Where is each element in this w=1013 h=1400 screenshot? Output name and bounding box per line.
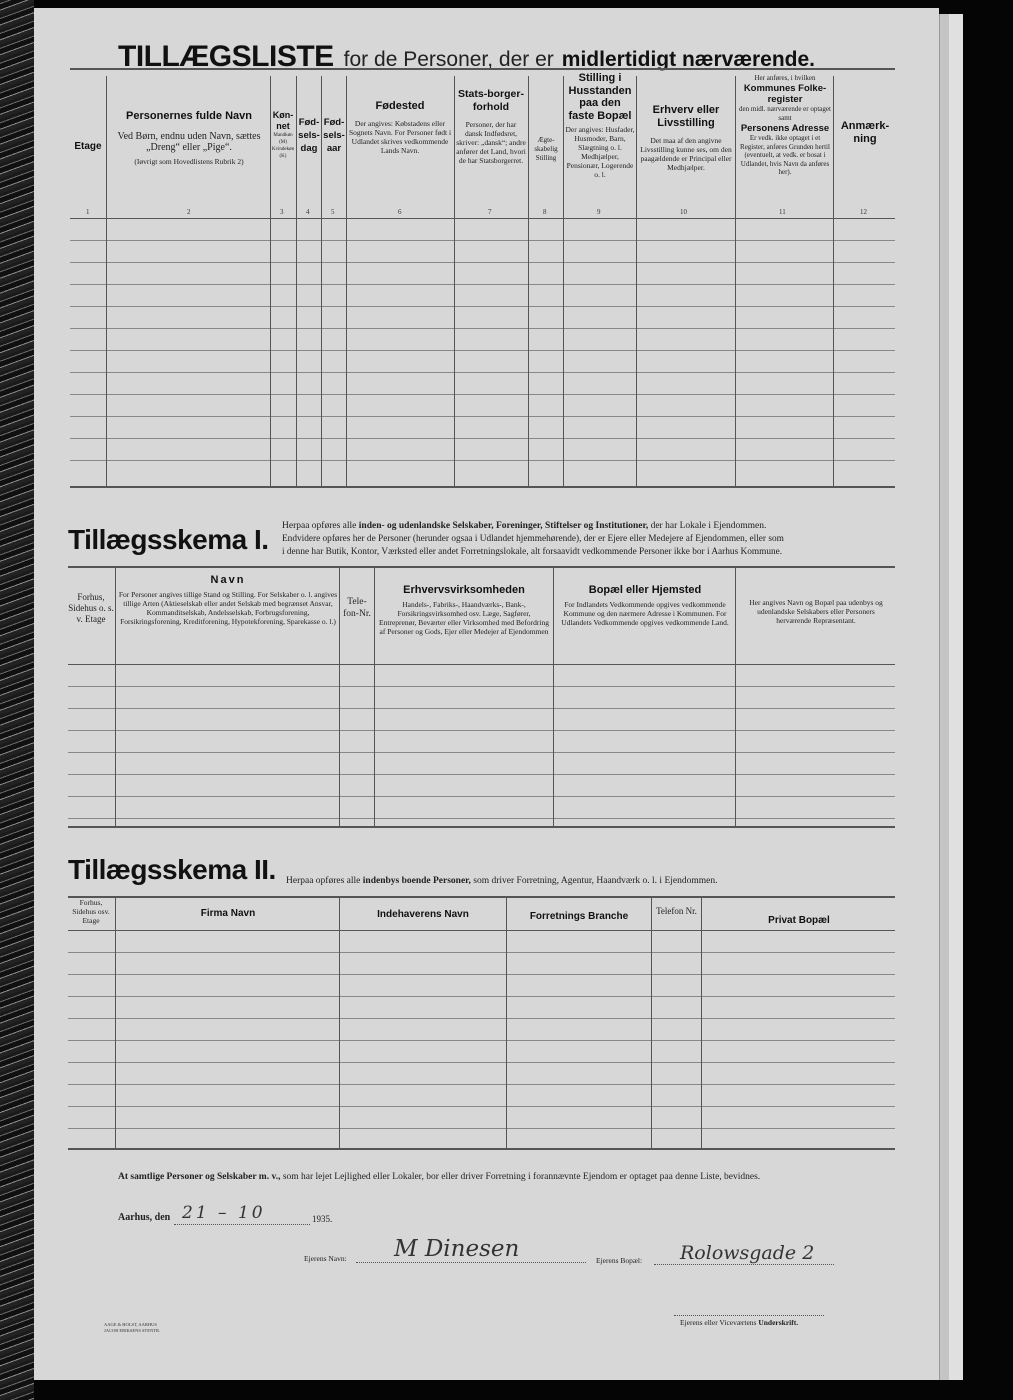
s1-stilling-desc: Der angives: Husfader, Husmoder, Barn, Slægtning o. l. Medhjælper, Pensionær, Logerende o. l. xyxy=(565,125,635,179)
s1-header-fodselsaar: Fød-sels-aar xyxy=(323,117,345,154)
s3-header-bopael: Privat Bopæl xyxy=(768,915,830,926)
s3-intro-c: som driver Forretning, Agentur, Haandværk o. l. i Ejendommen. xyxy=(473,876,718,886)
section2-intro xyxy=(282,520,898,559)
s1-fodested-desc: Der angives: Købstadens eller Sognets Navn. For Personer født i Udlandet skrives vedkommende Lands Navn. xyxy=(348,119,452,155)
col-number: 3 xyxy=(280,208,284,216)
s1-header-fodested xyxy=(348,100,452,155)
s1-header-navn xyxy=(110,110,268,166)
signature-label-b: Underskrift. xyxy=(758,1318,799,1327)
s1-col-line xyxy=(735,76,736,486)
s1-header-stats xyxy=(456,88,526,165)
form-page xyxy=(34,8,939,1380)
s1-erhverv-desc: Det maa af den angivne Livsstilling kunne ses, om den paagældende er Principal eller Medhjælper. xyxy=(640,136,732,172)
s1-fodested-title: Fødested xyxy=(375,100,425,112)
s3-header-firma: Firma Navn xyxy=(200,908,256,919)
s3-col-line xyxy=(339,896,340,1148)
s1-navn-desc: Ved Børn, endnu uden Navn, sættes „Dreng“ eller „Pige“. xyxy=(117,131,261,153)
s1-header-kon xyxy=(271,110,295,160)
col-number: 10 xyxy=(680,208,687,216)
s2-bopael-title: Bopæl eller Hjemsted xyxy=(588,584,702,596)
col-number: 5 xyxy=(331,208,335,216)
section2-title: Tillægsskema I. xyxy=(68,524,269,555)
signature-label xyxy=(680,1318,798,1327)
s2-top-border xyxy=(68,566,895,568)
s1-stats-desc: Personer, der har dansk Indfødsret, skriver: „dansk“; andre anfører det Land, hvori de har Statsborgerret. xyxy=(456,120,526,165)
s3-bottom-border xyxy=(68,1148,895,1150)
s1-col-line xyxy=(833,76,834,486)
table-row-line xyxy=(68,752,895,753)
s1-col-line xyxy=(346,76,347,486)
s1-erhverv-title: Erhverv eller Livsstilling xyxy=(652,104,720,129)
s3-col-line xyxy=(651,896,652,1148)
owner-name-handwritten: M Dinesen xyxy=(394,1236,520,1262)
s3-header-bottom xyxy=(68,930,895,931)
s2-header-etage: Forhus, Sidehus o. s. v. Etage xyxy=(68,592,114,624)
s1-header-erhverv xyxy=(638,104,734,172)
table-row-line xyxy=(70,284,895,285)
title-tillaegsliste: TILLÆGSLISTE xyxy=(118,40,334,73)
table-row-line xyxy=(70,460,895,461)
table-row-line xyxy=(70,328,895,329)
table-row-line xyxy=(68,1018,895,1019)
owner-addr-label: Ejerens Bopæl: xyxy=(596,1256,643,1265)
col-number: 4 xyxy=(306,208,310,216)
s2-header-bopael xyxy=(557,584,733,627)
table-row-line xyxy=(70,416,895,417)
s1-stats-title: Stats-borger-forhold xyxy=(458,88,524,113)
s3-col-line xyxy=(115,896,116,1148)
col-number: 1 xyxy=(86,208,90,216)
signature-label-a: Ejerens eller Viceværtens xyxy=(680,1318,757,1327)
page-edge-outer xyxy=(949,14,963,1380)
attest-b: som har lejet Lejlighed eller Lokaler, bor eller driver Forretning i forannævnte Ejendom er optaget paa denne Liste, bevidnes. xyxy=(282,1172,761,1182)
owner-name-label: Ejerens Navn: xyxy=(304,1254,347,1263)
s2-intro-2: Endvidere opføres her de Personer (herunder ogsaa i Udlandet hjemmehørende), der er Ejere eller Medejere af Ejendommen, eller som xyxy=(282,534,784,544)
s2-header-telefon: Tele-fon-Nr. xyxy=(343,597,371,619)
table-row-line xyxy=(68,708,895,709)
table-row-line xyxy=(70,240,895,241)
s1-adresse-pre: Her anføres, i hvilken xyxy=(754,74,816,82)
s1-top-border xyxy=(70,68,895,70)
s2-col-line xyxy=(735,566,736,826)
s1-header-bottom xyxy=(70,218,895,219)
table-row-line xyxy=(70,262,895,263)
col-number: 8 xyxy=(543,208,547,216)
s2-intro-3: i denne har Butik, Kontor, Værksted eller andet Forretningslokale, alt forsaavidt vedkommende Personer ikke bor i Aarhus Kommune. xyxy=(282,547,783,557)
s1-header-fodselsdag: Fød-sels-dag xyxy=(298,117,320,154)
s3-header-indehaver: Indehaverens Navn xyxy=(377,909,469,920)
s1-adresse-title: Kommunes Folke-register xyxy=(743,83,827,105)
date-dotline xyxy=(174,1224,310,1225)
s1-adresse-desc: Er vedk. ikke optaget i et Register, anføres Grunden hertil (eventuelt, at vedk. er bosat i Udlandet, hvis Navn da anføres her). xyxy=(740,134,830,176)
s3-col-line xyxy=(701,896,702,1148)
s2-navn-desc: For Personer angives tillige Stand og Stilling. For Selskaber o. l. angives tillige Arten (Aktieselskab eller andet Selskab med begrænset Ansvar, Kommanditselskab, Andelsselskab, Forbrugsforening, Forsikringsforening, Kreditforening, Hypotekforening, Sparekasse o. l.) xyxy=(118,590,338,626)
s1-header-aegte: Ægte-skabelig Stilling xyxy=(534,136,558,162)
table-row-line xyxy=(68,1106,895,1107)
signature-dotline xyxy=(674,1315,824,1316)
s2-intro-1c: der har Lokale i Ejendommen. xyxy=(650,521,767,531)
s2-erhverv-title: Erhvervsvirksomheden xyxy=(403,584,525,596)
s2-bottom-border xyxy=(68,826,895,828)
s3-header-branche: Forretnings Branche xyxy=(529,911,629,922)
s1-adresse-title2: Personens Adresse xyxy=(740,123,830,134)
table-row-line xyxy=(68,686,895,687)
s2-header-navn xyxy=(118,574,338,626)
s1-header-adresse xyxy=(737,74,833,177)
place-label: Aarhus, den xyxy=(118,1212,171,1223)
table-row-line xyxy=(68,730,895,731)
s2-intro-1a: Herpaa opføres alle xyxy=(282,521,357,531)
s3-header-etage: Forhus, Sidehus osv. Etage xyxy=(72,898,110,925)
table-row-line xyxy=(68,974,895,975)
s1-col-line xyxy=(563,76,564,486)
s2-header-erhverv xyxy=(378,584,550,636)
col-number: 12 xyxy=(860,208,867,216)
table-row-line xyxy=(68,774,895,775)
place-date-line xyxy=(118,1212,170,1223)
s1-header-stilling xyxy=(565,72,635,179)
table-row-line xyxy=(70,394,895,395)
s1-header-anm: Anmærk-ning xyxy=(840,120,890,145)
s1-col-line xyxy=(636,76,637,486)
s3-header-telefon: Telefon Nr. xyxy=(656,906,697,916)
s2-col-line xyxy=(339,566,340,826)
s2-header-repr: Her angives Navn og Bopæl paa udenbys og udenlandske Selskabers eller Personers herværende Repræsentant. xyxy=(749,598,883,625)
s1-navn-note: (Iøvrigt som Hovedlistens Rubrik 2) xyxy=(134,157,244,166)
title-rest-1: for de Personer, der er xyxy=(343,48,554,71)
col-number: 9 xyxy=(597,208,601,216)
attest-a: At samtlige Personer og Selskaber m. v., xyxy=(118,1172,281,1182)
table-row-line xyxy=(68,1040,895,1041)
s1-kon-desc: Mandkøn (M) Kvindekøn (K) xyxy=(271,133,295,159)
s1-bottom-border xyxy=(70,486,895,488)
title-rest-2: midlertidigt nærværende. xyxy=(561,48,816,71)
s1-stilling-title: Stilling i Husstanden paa den faste Bopæl xyxy=(568,72,632,122)
s1-col-line xyxy=(528,76,529,486)
s2-intro-1b: inden- og udenlandske Selskaber, Foreninger, Stiftelser og Institutioner, xyxy=(358,521,649,531)
section3-title: Tillægsskema II. xyxy=(68,854,276,885)
table-row-line xyxy=(70,372,895,373)
s2-navn-title: Navn xyxy=(210,574,246,586)
printer-mark: AAGE & HOLST, AARHUS JACOB ERIKSENS STENTR. xyxy=(104,1322,161,1333)
owner-addr-dotline xyxy=(654,1264,834,1265)
s2-col-line xyxy=(115,566,116,826)
table-row-line xyxy=(70,350,895,351)
col-number: 7 xyxy=(488,208,492,216)
section3-intro xyxy=(286,876,717,886)
s2-col-line xyxy=(553,566,554,826)
s1-col-line xyxy=(106,76,107,486)
s1-navn-title: Personernes fulde Navn xyxy=(126,110,252,122)
owner-name-dotline xyxy=(356,1262,586,1263)
table-row-line xyxy=(68,996,895,997)
table-row-line xyxy=(68,1062,895,1063)
s2-header-bottom xyxy=(68,664,895,665)
table-row-line xyxy=(68,818,895,819)
table-row-line xyxy=(68,796,895,797)
table-row-line xyxy=(68,1128,895,1129)
s3-top-border xyxy=(68,896,895,898)
s2-intro-line1 xyxy=(282,520,898,533)
col-number: 11 xyxy=(779,208,786,216)
table-row-line xyxy=(68,1084,895,1085)
s3-col-line xyxy=(506,896,507,1148)
s3-intro-a: Herpaa opføres alle xyxy=(286,876,361,886)
s2-erhverv-desc: Handels-, Fabriks-, Haandværks-, Bank-, Forsikringsvirksomhed osv. Læge, Sagfører, Entreprenør, Beværter eller Virksomhed med Befordring af Personer og Gods, Ejer eller Medejer af Ejendommen xyxy=(379,600,549,636)
date-handwritten: 21 – 10 xyxy=(182,1203,266,1223)
s1-col-line xyxy=(454,76,455,486)
s1-header-etage: Etage xyxy=(74,141,102,152)
s1-adresse-mid: den midl. nærværende er optaget samt xyxy=(739,105,831,122)
table-row-line xyxy=(70,306,895,307)
owner-addr-handwritten: Rolowsgade 2 xyxy=(680,1242,815,1264)
s3-intro-b: indenbys boende Personer, xyxy=(362,876,471,886)
table-row-line xyxy=(70,438,895,439)
table-row-line xyxy=(68,952,895,953)
year: 1935. xyxy=(312,1214,333,1224)
s1-kon-title: Køn-net xyxy=(272,110,294,131)
attestation xyxy=(118,1172,908,1182)
col-number: 2 xyxy=(187,208,191,216)
s2-bopael-desc: For Indlandets Vedkommende opgives vedkommende Kommune og den nærmere Adresse i Kommunen. For Udlandets Vedkommende opgives vedkommende Land. xyxy=(561,600,729,627)
s2-col-line xyxy=(374,566,375,826)
marbled-binding xyxy=(0,0,34,1400)
col-number: 6 xyxy=(398,208,402,216)
